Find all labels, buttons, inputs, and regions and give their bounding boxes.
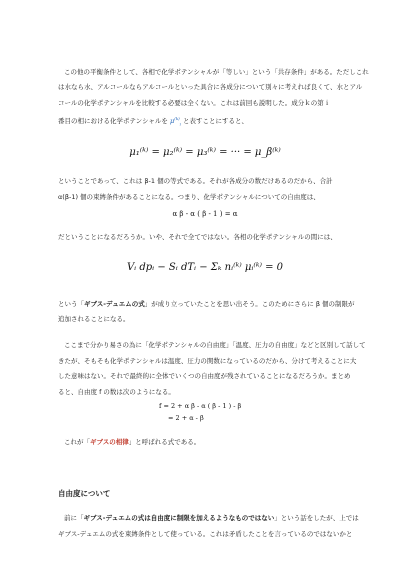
paragraph-line: は水なら水、アルコールならアルコールといった具合に各成分について別々に考えれば良くて、水とアル: [58, 83, 363, 91]
equation-phase-rule-line1: f = 2 + α β - α ( β - 1 ) - β: [159, 402, 242, 410]
paragraph-line: きたが、そもそも化学ポテンシャルは温度、圧力の関数になっているのだから、分けて考えることに大: [58, 357, 357, 365]
paragraph-line: した意味はない。それで最終的に全体でいくつの自由度が残されていることになるだろうか。まとめ: [58, 372, 351, 380]
paragraph-line: 追加されることになる。: [58, 315, 130, 323]
paragraph-line: ギブス-デュエムの式を束縛条件として使っている。これは矛盾したことを言っているのではないかと: [58, 530, 353, 538]
equation-gibbs-duhem: Vᵢ dpᵢ − Sᵢ dTᵢ − Σₖ nᵢ⁽ᵏ⁾ μᵢ⁽ᵏ⁾ = 0: [126, 262, 284, 273]
text-span: と表すことにすると、: [182, 117, 248, 125]
term-gibbs-duhem-statement: ギブス-デュエムの式は自由度に制限を加えるようなものではない: [83, 514, 275, 522]
paragraph-line: コールの化学ポテンシャルを比較する必要は全くない。これは前回も説明した。成分ｋの第ｉ: [58, 99, 331, 107]
paragraph-line: この他の平衡条件として、各相で化学ポテンシャルが「等しい」という「共存条件」がある。ただしこれ: [64, 68, 369, 76]
paragraph-line: ということであって、これは β-1 個の等式である。それが各成分の数だけあるのだから、合計: [58, 177, 333, 185]
paragraph-line: ると、自由度 f の数は次のようになる。: [58, 388, 175, 396]
equation-degrees-of-freedom: α β - α ( β - 1 ) = α: [172, 210, 238, 218]
term-gibbs-duhem: ギブス-デュエムの式: [84, 300, 145, 308]
section-heading: 自由度について: [58, 489, 111, 498]
inline-math-mu: $\mu^{(k)}_i$: [169, 115, 181, 127]
equation-phase-rule-line2: = 2 + α - β: [168, 414, 204, 422]
paragraph-line: だということになるだろうか。いや、それで全てではない。各相の化学ポテンシャルの間には、: [58, 233, 337, 241]
paragraph-line: ここまで分かり易さの為に「化学ポテンシャルの自由度」「温度、圧力の自由度」などと区別して話して: [64, 341, 366, 349]
text-span: 番目の相における化学ポテンシャルを: [58, 117, 168, 125]
paragraph-line: α(β-1) 個の束縛条件があることになる。つまり、化学ポテンシャルについての自由度は、: [58, 193, 320, 201]
term-gibbs-phase-rule: ギブスの相律: [90, 438, 129, 446]
paragraph-line: これが「ギブスの相律」と呼ばれる式である。: [64, 438, 201, 446]
paragraph-line: 前に「ギブス-デュエムの式は自由度に制限を加えるようなものではない」という話をしたが、上では: [64, 514, 359, 522]
equation-chemical-potential-equality: μ₁⁽ᵏ⁾ = μ₂⁽ᵏ⁾ = μ₃⁽ᵏ⁾ = ··· = μ_β⁽ᵏ⁾: [129, 147, 281, 158]
paragraph-line: という「ギブス-デュエムの式」が成り立っていたことを思い出そう。このためにさらに β 個の制限が: [58, 300, 355, 308]
paragraph-line: [58, 115, 358, 127]
